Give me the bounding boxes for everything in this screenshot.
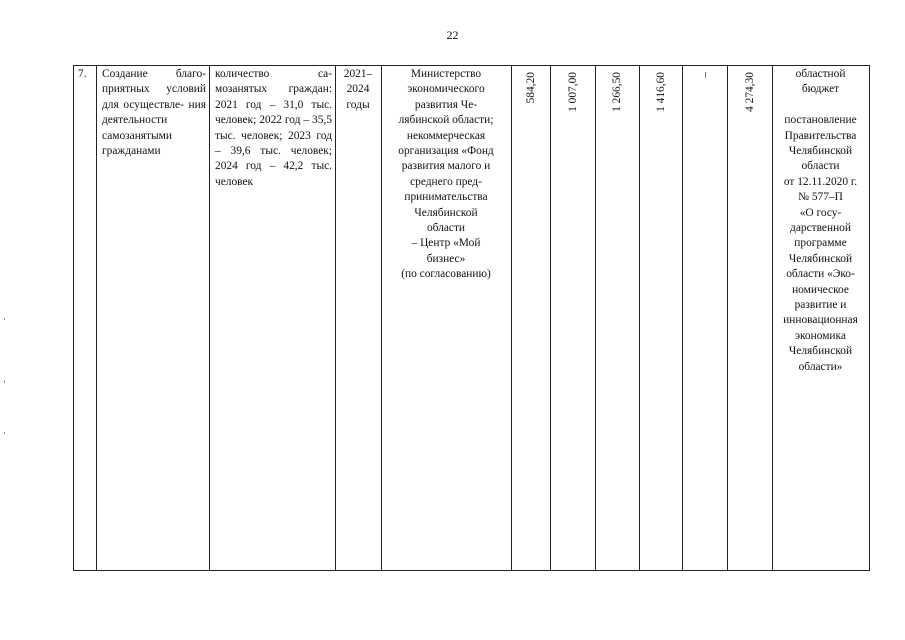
amount-2021: 584,20 bbox=[525, 72, 537, 104]
executor-text: Министерство экономического развития Че- лябинской области; некоммерческая организация «Фонд развития малого и среднего пред- принимательства Челябинской области – Центр «Мой бизнес» (по согласованию) bbox=[398, 68, 494, 281]
column-border bbox=[869, 65, 870, 571]
column-border bbox=[209, 65, 210, 571]
basis-text: областной бюджет постановление Правительства Челябинской области от 12.11.2020 г. № 577–П «О госу- дарственной программе Челябинской области «Эко- номическое развитие и инновационная экономика Челябинской области» bbox=[783, 68, 858, 373]
column-border bbox=[772, 65, 773, 571]
column-border bbox=[96, 65, 97, 571]
table-top-border bbox=[73, 65, 870, 66]
margin-mark bbox=[4, 432, 5, 434]
column-border bbox=[595, 65, 596, 571]
column-border bbox=[381, 65, 382, 571]
column-border bbox=[682, 65, 683, 571]
amount-total: 4 274,30 bbox=[744, 72, 756, 112]
column-border bbox=[73, 65, 74, 571]
margin-mark bbox=[4, 380, 5, 383]
column-border bbox=[335, 65, 336, 571]
column-border bbox=[511, 65, 512, 571]
table-bottom-border bbox=[73, 570, 870, 571]
amount-2024: 1 416,60 bbox=[655, 72, 667, 112]
row-number: 7. bbox=[78, 68, 87, 80]
column-border bbox=[639, 65, 640, 571]
program-table bbox=[73, 65, 870, 571]
column-border bbox=[727, 65, 728, 571]
implementation-period: 2021– 2024 годы bbox=[343, 68, 373, 111]
page-number: 22 bbox=[446, 28, 459, 42]
column-border bbox=[550, 65, 551, 571]
measure-name: Создание благо- приятных условий для осуществле- ния деятельности самозанятыми гражданами bbox=[102, 68, 206, 158]
margin-mark bbox=[4, 318, 5, 320]
amount-2025: – bbox=[699, 72, 711, 78]
amount-2022: 1 007,00 bbox=[567, 72, 579, 112]
amount-2023: 1 266,50 bbox=[611, 72, 623, 112]
indicator-text: количество са- мозанятых граждан: 2021 год – 31,0 тыс. человек; 2022 год – 35,5 тыс. человек; 2023 год – 39,6 тыс. человек; 2024 год – 42,2 тыс. человек bbox=[215, 68, 332, 188]
